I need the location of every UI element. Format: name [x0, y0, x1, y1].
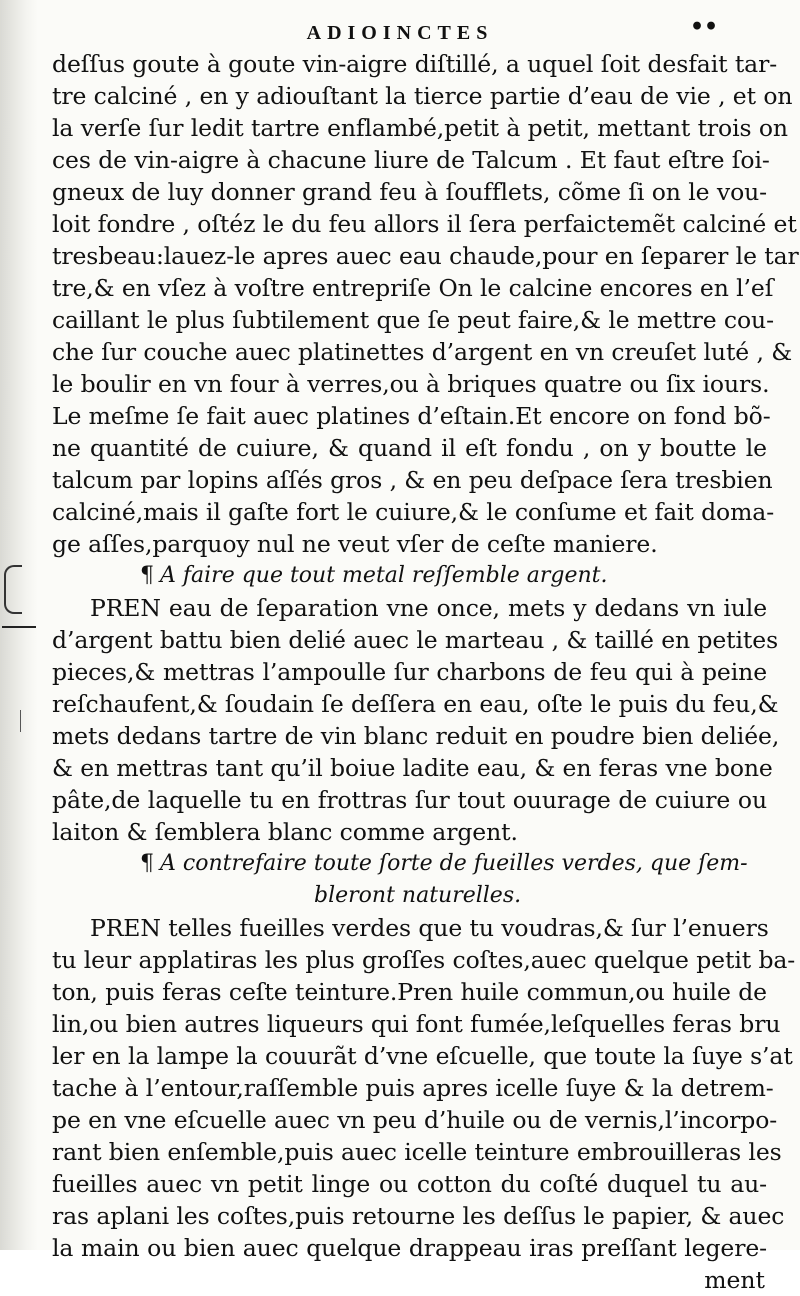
text-line: ne quantité de cuiure, & quand il eſt fondu , on y boutte le — [52, 434, 767, 462]
section-heading-metal-silver — [52, 560, 767, 592]
heading-text: A contrefaire toute ſorte de fueilles verdes, que ſem- — [160, 851, 748, 876]
text-line: pe en vne eſcuelle auec vn peu d’huile ou de vernis,l’incorpo- — [52, 1106, 778, 1134]
pilcrow-mark: ¶ — [140, 563, 154, 588]
heading-line: bleront naturelles. — [314, 883, 522, 908]
text-line: fueilles auec vn petit linge ou cotton du coſté duquel tu au- — [52, 1170, 767, 1198]
text-line: gneux de luy donner grand feu à ſoufflets, cõme ſi on le vou- — [52, 178, 767, 206]
text-line: pieces,& mettras l’ampoulle ſur charbons de feu qui à peine — [52, 658, 767, 686]
section-heading-green-leaves — [52, 848, 767, 912]
margin-bracket — [4, 565, 22, 614]
heading-text: A faire que tout metal reſſemble argent. — [160, 563, 608, 588]
text-line: Le meſme ſe fait auec platines d’eſtain.Et encore on fond bõ- — [52, 402, 771, 430]
text-line: tu leur applatiras les plus groſſes coſtes,auec quelque petit ba- — [52, 946, 796, 974]
text-line: PREN eau de ſeparation vne once, mets y dedans vn iule — [90, 594, 767, 622]
running-head: ADIOINCTES — [306, 22, 494, 44]
catchword: ment — [704, 1266, 765, 1294]
text-line: ras aplani les coſtes,puis retourne les deſſus le papier, & auec — [52, 1202, 785, 1230]
text-line: mets dedans tartre de vin blanc reduit en poudre bien deliée, — [52, 722, 780, 750]
text-line: loit fondre , oſtéz le du feu allors il ſera perfaictemẽt calciné et — [52, 210, 797, 238]
text-line: ge aſſes,parquoy nul ne veut vſer de ceſte maniere. — [52, 530, 658, 558]
pilcrow-mark: ¶ — [140, 851, 154, 876]
paragraph-talc-calcination — [52, 48, 799, 560]
text-line: che ſur couche auec platinettes d’argent en vn creuſet luté , & — [52, 338, 793, 366]
text-line: laiton & ſemblera blanc comme argent. — [52, 818, 518, 846]
text-line: la verſe ſur ledit tartre enflambé,petit à petit, mettant trois on — [52, 114, 788, 142]
text-line: le boulir en vn four à verres,ou à briques quatre ou ſix iours. — [52, 370, 770, 398]
text-line: rant bien enſemble,puis auec icelle teinture embrouilleras les — [52, 1138, 782, 1166]
text-line: tache à l’entour,raſſemble puis apres icelle ſuye & la detrem- — [52, 1074, 774, 1102]
text-line: ler en la lampe la couurãt d’vne eſcuelle, que toute la ſuye s’at — [52, 1042, 793, 1070]
text-line: tresbeau:lauez-le apres auec eau chaude,pour en ſeparer le tar — [52, 242, 799, 270]
text-line: reſchaufent,& ſoudain ſe deſſera en eau, oſte le puis du feu,& — [52, 690, 779, 718]
margin-tick — [20, 710, 21, 732]
margin-rule — [2, 626, 36, 628]
text-line: d’argent battu bien delié auec le marteau , & taillé en petites — [52, 626, 779, 654]
text-line: tre calciné , en y adiouſtant la tierce partie d’eau de vie , et on — [52, 82, 793, 110]
text-line: deſſus goute à goute vin-aigre diſtillé, a uquel ſoit desfait tar- — [52, 50, 778, 78]
paragraph-metal-silver — [52, 592, 780, 848]
text-line: la main ou bien auec quelque drappeau iras preſſant legere- — [52, 1234, 767, 1262]
text-line: ton, puis feras ceſte teinture.Pren huile commun,ou huile de — [52, 978, 767, 1006]
text-line: caillant le plus ſubtilement que ſe peut faire,& le mettre cou- — [52, 306, 774, 334]
page-gutter-shadow — [0, 0, 38, 1250]
text-line: calciné,mais il gaſte fort le cuiure,& le conſume et fait doma- — [52, 498, 775, 526]
running-head-mark: •• — [690, 14, 719, 40]
text-block — [52, 48, 799, 1296]
text-line: PREN telles fueilles verdes que tu voudras,& ſur l’enuers — [90, 914, 769, 942]
text-line: ces de vin-aigre à chacune liure de Talcum . Et faut eſtre ſoi- — [52, 146, 770, 174]
text-line: lin,ou bien autres liqueurs qui font fumée,leſquelles feras bru — [52, 1010, 781, 1038]
text-line: & en mettras tant qu’il boiue ladite eau, & en feras vne bone — [52, 754, 773, 782]
text-line: tre,& en vſez à voſtre entrepriſe On le calcine encores en l’eſ — [52, 274, 774, 302]
text-line: pâte,de laquelle tu en frottras ſur tout ouurage de cuiure ou — [52, 786, 767, 814]
paragraph-green-leaves — [52, 912, 796, 1264]
text-line: talcum par lopins aſſés gros , & en peu deſpace ſera tresbien — [52, 466, 773, 494]
heading-line — [52, 848, 767, 880]
